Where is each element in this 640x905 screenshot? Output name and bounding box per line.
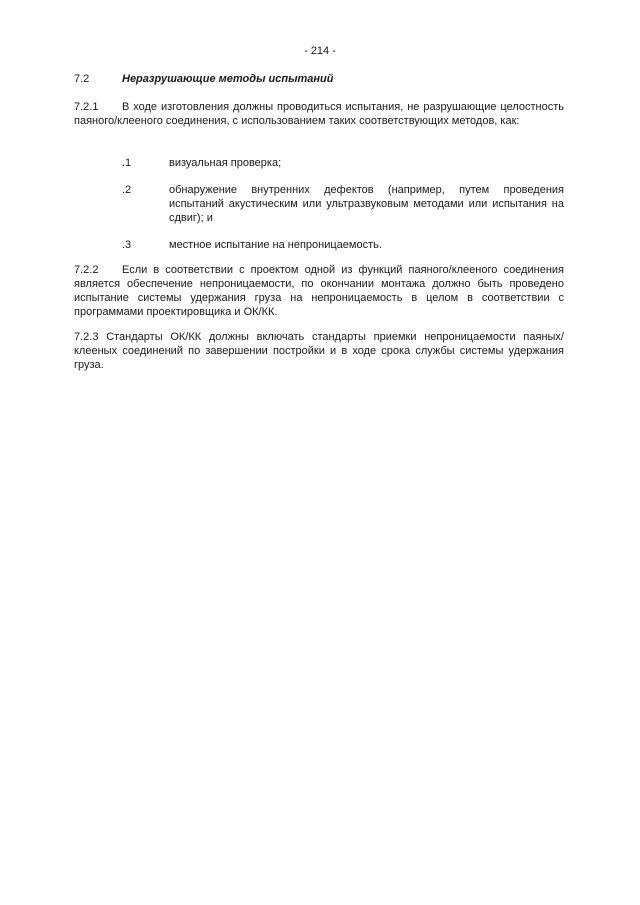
list-item-text: визуальная проверка; bbox=[169, 157, 282, 169]
paragraph-number: 7.2.3 bbox=[74, 331, 99, 343]
list-item-text: местное испытание на непроницаемость. bbox=[169, 239, 382, 251]
paragraph-7-2-3 bbox=[74, 330, 564, 372]
list-item-text: обнаружение внутренних дефектов (например, путем проведения испытаний акустическим или ультразвуковым методами или испытания на сдвиг); и bbox=[169, 184, 564, 224]
section-number: 7.2 bbox=[74, 73, 90, 85]
list-item bbox=[122, 183, 564, 225]
paragraph-7-2-1 bbox=[74, 100, 564, 128]
section-title: Неразрушающие методы испытаний bbox=[122, 73, 334, 85]
list-item-number: .2 bbox=[122, 184, 132, 196]
paragraph-text: Стандарты ОК/КК должны включать стандарты приемки непроницаемости паяных/клееных соединений по завершении постройки и в ходе срока службы системы удержания груза. bbox=[74, 331, 564, 371]
paragraph-number: 7.2.1 bbox=[74, 101, 99, 113]
paragraph-text: Если в соответствии с проектом одной из функций паяного/клееного соединения является обеспечение непроницаемости, по окончании монтажа должно быть проведено испытание системы удержания груза на непроницаемость в целом в соответствии с программами проектировщика и ОК/КК. bbox=[74, 264, 564, 318]
methods-list bbox=[122, 156, 564, 265]
list-item-number: .1 bbox=[122, 157, 132, 169]
paragraph-7-2-2 bbox=[74, 263, 564, 319]
paragraph-text: В ходе изготовления должны проводиться испытания, не разрушающие целостность паяного/клееного соединения, с использованием таких соответствующих методов, как: bbox=[74, 101, 564, 127]
list-item bbox=[122, 238, 564, 252]
page-number: - 214 - bbox=[304, 45, 336, 57]
list-item bbox=[122, 156, 564, 170]
paragraph-number: 7.2.2 bbox=[74, 264, 99, 276]
list-item-number: .3 bbox=[122, 239, 132, 251]
